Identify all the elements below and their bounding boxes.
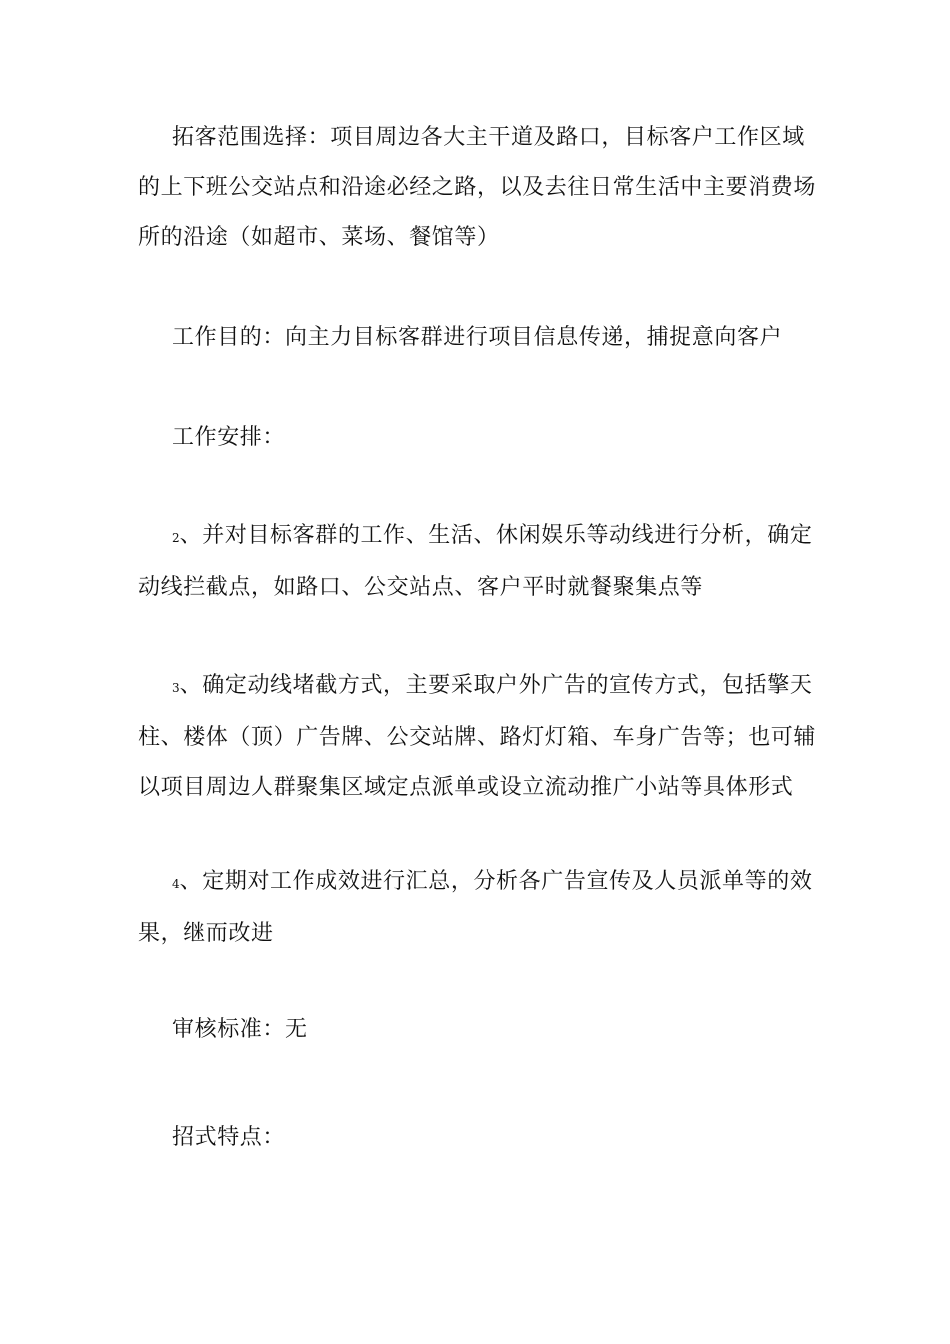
paragraph-work-arrangement <box>138 413 818 463</box>
paragraph-text: 、定期对工作成效进行汇总，分析各广告宣传及人员派单等的效果，继而改进 <box>138 869 813 946</box>
list-number: 4 <box>172 877 180 891</box>
paragraph-review-standard <box>138 1005 818 1055</box>
paragraph-text: 招式特点： <box>172 1125 286 1150</box>
paragraph-text: 拓客范围选择：项目周边各大主干道及路口，目标客户工作区域的上下班公交站点和沿途必经之路，以及去往日常生活中主要消费场所的沿途（如超市、菜场、餐馆等） <box>138 125 817 250</box>
paragraph-work-purpose <box>138 313 818 363</box>
paragraph-text: 审核标准：无 <box>172 1017 308 1042</box>
list-item-3 <box>138 661 818 813</box>
paragraph-scope-selection <box>138 113 818 263</box>
paragraph-text: 工作目的：向主力目标客群进行项目信息传递，捕捉意向客户 <box>172 325 783 350</box>
list-number: 3 <box>172 681 180 695</box>
paragraph-text: 、并对目标客群的工作、生活、休闲娱乐等动线进行分析，确定动线拦截点，如路口、公交站点、客户平时就餐聚集点等 <box>138 523 813 600</box>
list-item-2 <box>138 511 818 613</box>
paragraph-move-features <box>138 1113 818 1163</box>
paragraph-text: 、确定动线堵截方式，主要采取户外广告的宣传方式，包括擎天柱、楼体（顶）广告牌、公交站牌、路灯灯箱、车身广告等；也可辅以项目周边人群聚集区域定点派单或设立流动推广小站等具体形式 <box>138 673 817 800</box>
list-number: 2 <box>172 531 180 545</box>
paragraph-text: 工作安排： <box>172 425 286 450</box>
list-item-4 <box>138 857 818 959</box>
